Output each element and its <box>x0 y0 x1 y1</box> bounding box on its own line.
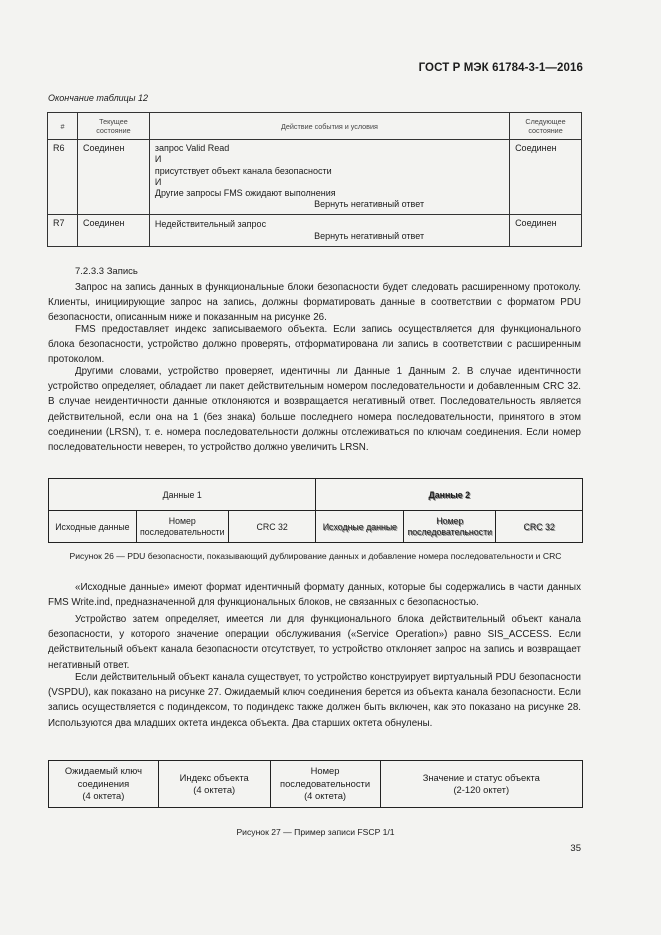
data1-source-cell: Исходные данные <box>49 511 137 543</box>
data1-group-label: Данные 1 <box>49 479 316 511</box>
page-number: 35 <box>570 843 581 854</box>
data2-sequence-cell: Номер последовательности <box>404 511 496 543</box>
sequence-cell-size: (4 октета) <box>304 790 347 802</box>
figure-26-diagram <box>48 478 583 543</box>
paragraph: Другими словами, устройство проверяет, идентичны ли Данные 1 Данным 2. В случае идентичности устройство определяет, обладает ли пакет действительным номером последовательности и добавленным CRC 32. В случае неидентичности данные отклоняются и возвращается негативный ответ. Последовательность является действительной, если она на 1 (без знака) больше последнего номера последовательности, принятого в этом соединении (LRSN), т. е. номера последовательности должны отслеживаться по ключам соединения. Если номер последовательности неверен, то устройство должно увеличить LRSN. <box>48 366 581 454</box>
col-header-action: Действие события и условия <box>149 113 509 140</box>
key-cell-title: Ожидаемый ключ соединения <box>64 765 142 789</box>
paragraph: FMS предоставляет индекс записываемого объекта. Если запись осуществляется для функционального блока безопасности, устройство должно проверять, отформатирована ли запись в соответствии с расширенным протоколом. <box>48 324 581 366</box>
row-next: Соединен <box>510 215 582 247</box>
paragraph: «Исходные данные» имеют формат идентичный формату данных, которые бы содержались в части данных FMS Write.ind, предназначенной для функциональных блоков, не связанных с безопасностью. <box>48 582 581 609</box>
action-line: И <box>154 176 162 187</box>
table-row <box>48 215 582 247</box>
index-cell-title: Индекс объекта <box>179 771 249 783</box>
index-cell <box>158 761 270 808</box>
action-result: Вернуть негативный ответ <box>314 199 425 210</box>
data1-sequence-cell: Номер последовательности <box>136 511 228 543</box>
data2-group-label: Данные 2 <box>316 479 583 511</box>
standard-header: ГОСТ Р МЭК 61784-3-1—2016 <box>418 62 583 74</box>
table-caption: Окончание таблицы 12 <box>48 93 148 103</box>
data1-crc-cell: CRC 32 <box>228 511 316 543</box>
col-header-next: Следующее состояние <box>510 113 582 140</box>
row-num: R7 <box>48 215 78 247</box>
figure-27-diagram <box>48 760 583 808</box>
row-current: Соединен <box>77 140 149 215</box>
sequence-cell <box>270 761 380 808</box>
row-action <box>149 215 509 247</box>
section-heading: 7.2.3.3 Запись <box>75 266 138 277</box>
key-cell <box>49 761 159 808</box>
figure-26-caption: Рисунок 26 — PDU безопасности, показывающий дублирование данных и добавление номера последовательности и CRC <box>69 551 562 561</box>
action-line: Другие запросы FMS ожидают выполнения <box>154 188 336 199</box>
table-header-row <box>48 113 582 140</box>
value-cell-size: (2-120 октет) <box>453 784 510 795</box>
figure-27-caption: Рисунок 27 — Пример записи FSCP 1/1 <box>236 827 395 837</box>
data2-source-cell: Исходные данные <box>316 511 404 543</box>
action-line: И <box>154 154 162 165</box>
col-header-num: # <box>48 113 78 140</box>
paragraph: Если действительный объект канала существует, то устройство конструирует виртуальный PDU безопасности (VSPDU), как показано на рисунке 27. Ожидаемый ключ соединения берется из объекта канала безопасности. Если запись осуществляется с подиндексом, то подиндекс также должен быть включен, как это показано на рисунке 28. Используются два младших октета индекса объекта. Два старших октета обнулены. <box>48 672 581 729</box>
row-current: Соединен <box>77 215 149 247</box>
table-row <box>48 140 582 215</box>
data2-crc-cell: CRC 32 <box>496 511 583 543</box>
value-cell <box>380 761 582 808</box>
action-line: Недействительный запрос <box>154 219 267 229</box>
action-line: присутствует объект канала безопасности <box>154 165 332 176</box>
paragraph: Устройство затем определяет, имеется ли для функционального блока действительный объект канала безопасности, у которого значение операции обслуживания («Service Operation») равно SIS_ACCESS. Если действительный объект канала безопасности отсутствует, то устройство отклоняет запрос на запись и возвращает негативный ответ. <box>48 614 581 671</box>
col-header-current: Текущее состояние <box>77 113 149 140</box>
paragraph: Запрос на запись данных в функциональные блоки безопасности будет следовать расширенному протоколу. Клиенты, инициирующие запрос на запись, должны форматировать данные в соответствии с форматом PDU безопасности, описанным ниже и показанным на рисунке 26. <box>48 282 581 324</box>
sequence-cell-title: Номер последовательности <box>280 765 371 789</box>
row-next: Соединен <box>510 140 582 215</box>
index-cell-size: (4 октета) <box>193 784 236 795</box>
action-line: запрос Valid Read <box>154 143 230 153</box>
key-cell-size: (4 октета) <box>82 790 125 802</box>
row-action <box>149 140 509 215</box>
action-result: Вернуть негативный ответ <box>314 231 425 241</box>
table-12 <box>47 112 582 247</box>
row-num: R6 <box>48 140 78 215</box>
value-cell-title: Значение и статус объекта <box>422 771 540 783</box>
